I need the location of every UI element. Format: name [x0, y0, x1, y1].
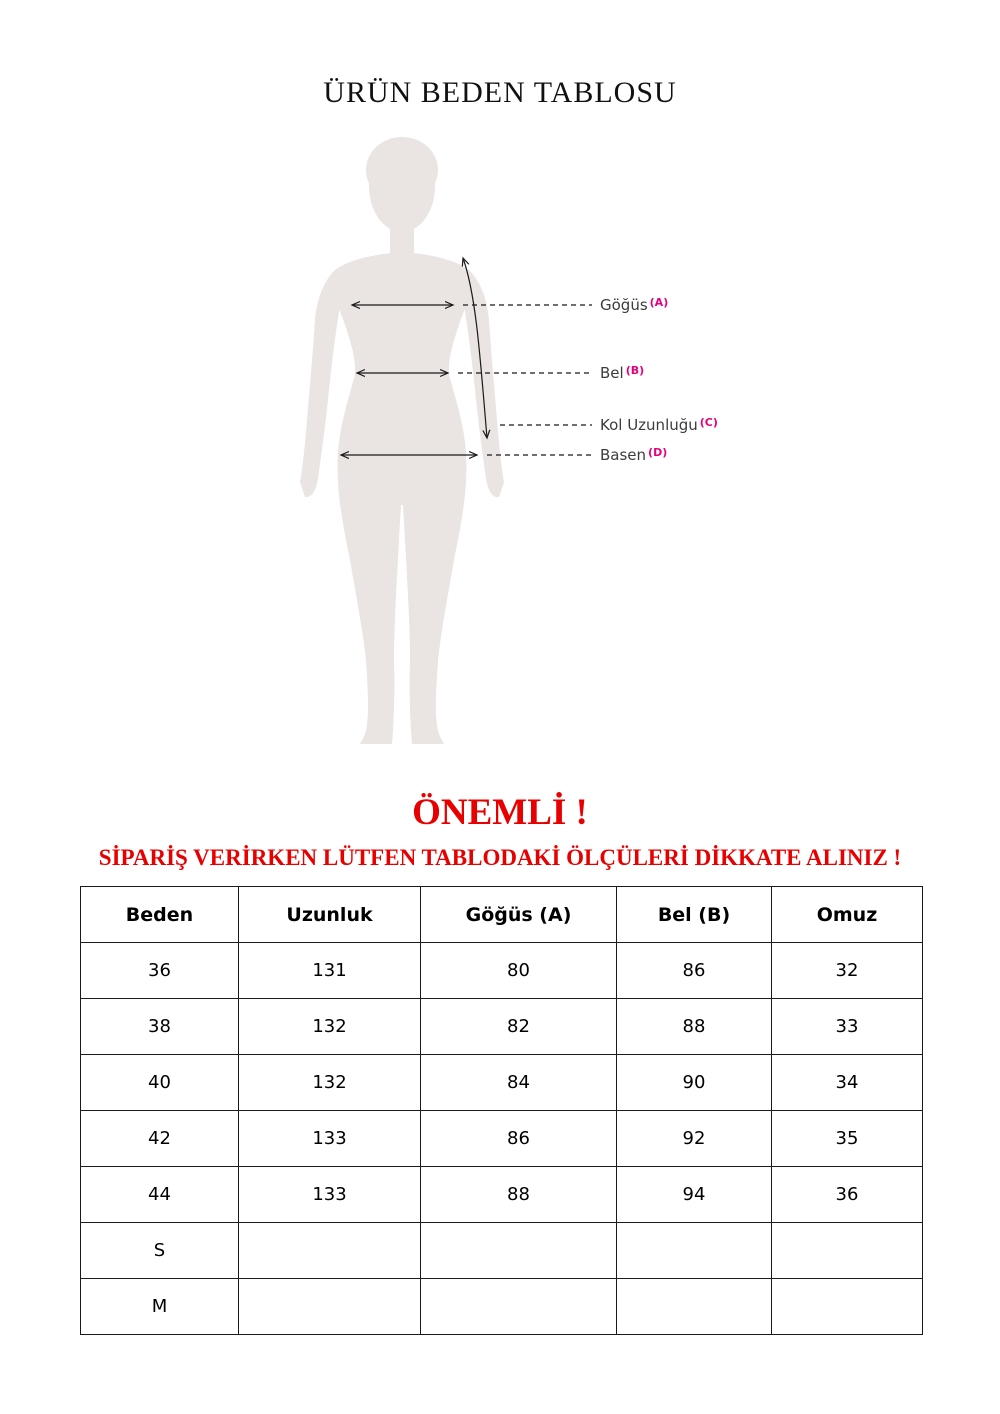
cell-size: M [81, 1279, 239, 1335]
left-arm-shape [300, 270, 342, 497]
chest-label-text: Göğüs [600, 296, 648, 314]
torso-shape [332, 252, 471, 505]
cell-length [239, 1279, 421, 1335]
page-title: ÜRÜN BEDEN TABLOSU [323, 76, 677, 109]
cell-chest: 82 [421, 999, 617, 1055]
cell-size: 42 [81, 1111, 239, 1167]
header-gogus: Göğüs (A) [421, 887, 617, 943]
waist-measurement-label [600, 364, 644, 382]
hair-shape [366, 137, 438, 203]
hips-measurement-label [600, 446, 667, 464]
cell-size: 38 [81, 999, 239, 1055]
table-row [81, 943, 923, 999]
cell-length: 131 [239, 943, 421, 999]
header-beden: Beden [81, 887, 239, 943]
cell-shoulder: 35 [772, 1111, 923, 1167]
table-row [81, 1167, 923, 1223]
cell-chest: 80 [421, 943, 617, 999]
cell-size: 40 [81, 1055, 239, 1111]
arm-length-label-text: Kol Uzunluğu [600, 416, 698, 434]
chest-label-code: (A) [649, 296, 669, 309]
cell-chest: 88 [421, 1167, 617, 1223]
cell-shoulder: 36 [772, 1167, 923, 1223]
cell-chest [421, 1223, 617, 1279]
table-row [81, 1279, 923, 1335]
header-uzunluk: Uzunluk [239, 887, 421, 943]
cell-length: 132 [239, 1055, 421, 1111]
cell-size: 36 [81, 943, 239, 999]
cell-size: S [81, 1223, 239, 1279]
arm-length-measurement-label [600, 416, 718, 434]
cell-waist [617, 1279, 772, 1335]
header-bel: Bel (B) [617, 887, 772, 943]
size-table [80, 886, 923, 1335]
table-row [81, 1055, 923, 1111]
cell-waist: 90 [617, 1055, 772, 1111]
cell-waist: 86 [617, 943, 772, 999]
waist-label-code: (B) [625, 364, 645, 377]
waist-label-text: Bel [600, 364, 624, 382]
table-header-row [81, 887, 923, 943]
cell-shoulder: 34 [772, 1055, 923, 1111]
cell-waist: 88 [617, 999, 772, 1055]
cell-waist: 92 [617, 1111, 772, 1167]
cell-chest [421, 1279, 617, 1335]
cell-length [239, 1223, 421, 1279]
arm-length-label-code: (C) [699, 416, 718, 429]
cell-length: 132 [239, 999, 421, 1055]
hips-label-code: (D) [648, 446, 668, 459]
cell-waist: 94 [617, 1167, 772, 1223]
cell-length: 133 [239, 1111, 421, 1167]
header-omuz: Omuz [772, 887, 923, 943]
table-row [81, 1111, 923, 1167]
cell-waist [617, 1223, 772, 1279]
cell-shoulder: 33 [772, 999, 923, 1055]
table-row [81, 999, 923, 1055]
cell-length: 133 [239, 1167, 421, 1223]
cell-chest: 84 [421, 1055, 617, 1111]
cell-shoulder [772, 1279, 923, 1335]
table-row [81, 1223, 923, 1279]
chest-measurement-label [600, 296, 668, 314]
right-arm-shape [462, 270, 504, 497]
cell-size: 44 [81, 1167, 239, 1223]
body-silhouette-icon [300, 137, 504, 744]
cell-chest: 86 [421, 1111, 617, 1167]
warning-subtitle: SİPARİŞ VERİRKEN LÜTFEN TABLODAKİ ÖLÇÜLERİ DİKKATE ALINIZ ! [98, 845, 902, 870]
hips-label-text: Basen [600, 446, 647, 464]
warning-title: ÖNEMLİ ! [412, 792, 588, 833]
cell-shoulder [772, 1223, 923, 1279]
cell-shoulder: 32 [772, 943, 923, 999]
